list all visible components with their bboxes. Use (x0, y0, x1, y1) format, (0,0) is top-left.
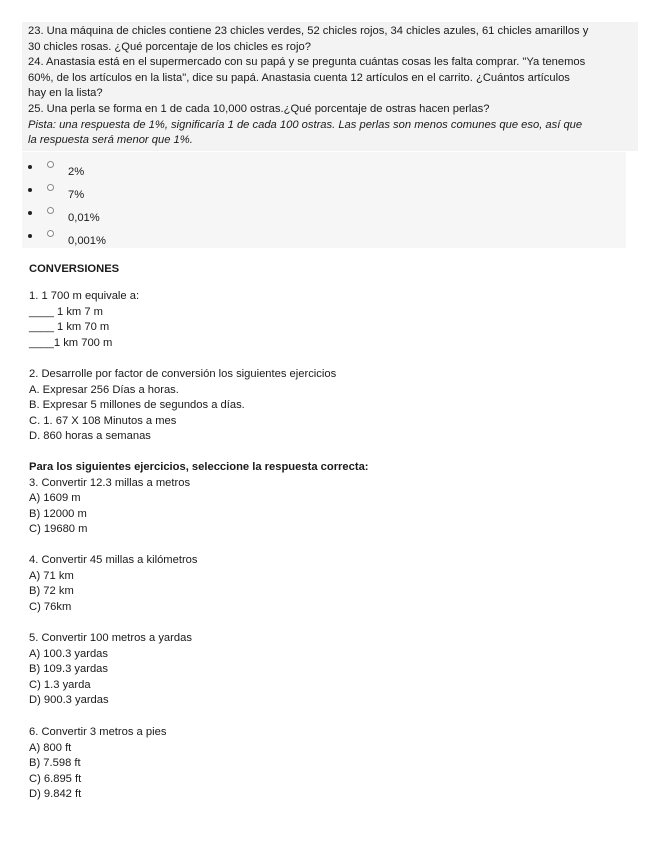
question-line: 2. Desarrolle por factor de conversión los siguientes ejercicios (29, 368, 337, 380)
answer-option-label: 0,01% (68, 212, 100, 224)
answer-option-label: 7% (68, 189, 85, 201)
question-1 (29, 289, 629, 351)
choice-line: C) 76km (29, 600, 72, 613)
exercise-line: D. 860 horas a semanas (29, 430, 151, 443)
question-line: 4. Convertir 45 millas a kilómetros (29, 554, 198, 566)
question-line: 60%, de los artículos en la lista", dice su papá. Anastasia cuenta 12 artículos en el carrito. ¿Cuántos artículos (28, 71, 570, 84)
exercise-line: A. Expresar 256 Días a horas. (29, 383, 179, 396)
question-line: 1. 1 700 m equivale a: (29, 290, 140, 302)
choice-line: C) 19680 m (29, 523, 88, 536)
choice-line: B) 109.3 yardas (29, 663, 108, 676)
choice-line: D) 900.3 yardas (29, 694, 109, 707)
question-line: 30 chicles rosas. ¿Qué porcentaje de los chicles es rojo? (28, 40, 311, 53)
question-5 (29, 631, 629, 709)
exercise-line: C. 1. 67 X 108 Minutos a mes (29, 414, 177, 427)
choice-line: C) 6.895 ft (29, 772, 82, 785)
answer-option[interactable] (22, 158, 322, 180)
question-line: 24. Anastasia está en el supermercado con su papá y se pregunta cuántas cosas les falta comprar. "Ya tenemos (28, 56, 586, 69)
radio-button[interactable] (47, 184, 54, 191)
question-line: hay en la lista? (28, 87, 103, 100)
hint-line: Pista: una respuesta de 1%, significaría 1 de cada 100 ostras. Las perlas son menos comunes que eso, así que (28, 118, 583, 131)
choice-line: A) 1609 m (29, 492, 81, 505)
radio-button[interactable] (47, 230, 54, 237)
bullet-icon (28, 165, 32, 169)
hint-line: la respuesta será menor que 1%. (28, 134, 193, 147)
question-line: 23. Una máquina de chicles contiene 23 chicles verdes, 52 chicles rojos, 34 chicles azules, 61 chicles amarillos y (28, 25, 589, 37)
choice-line: B) 12000 m (29, 507, 87, 520)
choice-line: D) 9.842 ft (29, 788, 82, 801)
bullet-icon (28, 188, 32, 192)
choice-line: B) 7.598 ft (29, 757, 81, 770)
exercise-line: B. Expresar 5 millones de segundos a días. (29, 399, 245, 412)
question-3 (29, 460, 629, 538)
question-6 (29, 725, 629, 803)
question-line: 6. Convertir 3 metros a pies (29, 726, 167, 738)
choice-line: B) 72 km (29, 585, 74, 598)
question-line: 3. Convertir 12.3 millas a metros (29, 476, 191, 489)
choice-line: A) 100.3 yardas (29, 647, 108, 660)
choice-line: ____ 1 km 70 m (29, 321, 110, 334)
question-4 (29, 553, 629, 615)
question-line: 25. Una perla se forma en 1 de cada 10,000 ostras.¿Qué porcentaje de ostras hacen perlas? (28, 102, 490, 115)
section-heading: CONVERSIONES (29, 263, 120, 275)
instructions-heading: Para los siguientes ejercicios, seleccione la respuesta correcta: (29, 461, 369, 473)
choice-line: C) 1.3 yarda (29, 678, 91, 691)
answer-option-label: 2% (68, 166, 85, 178)
question-2 (29, 367, 629, 445)
choice-line: ____1 km 700 m (29, 336, 113, 349)
radio-button[interactable] (47, 207, 54, 214)
answer-option-label: 0,001% (68, 235, 106, 247)
question-line: 5. Convertir 100 metros a yardas (29, 632, 192, 644)
answer-option[interactable] (22, 227, 322, 249)
questions-23-25-block (22, 22, 638, 151)
choice-line: ____ 1 km 7 m (29, 305, 103, 318)
bullet-icon (28, 211, 32, 215)
radio-button[interactable] (47, 161, 54, 168)
choice-line: A) 800 ft (29, 741, 72, 754)
answer-option[interactable] (22, 181, 322, 203)
answer-options-list (22, 152, 626, 248)
bullet-icon (28, 234, 32, 238)
choice-line: A) 71 km (29, 569, 74, 582)
answer-option[interactable] (22, 204, 322, 226)
